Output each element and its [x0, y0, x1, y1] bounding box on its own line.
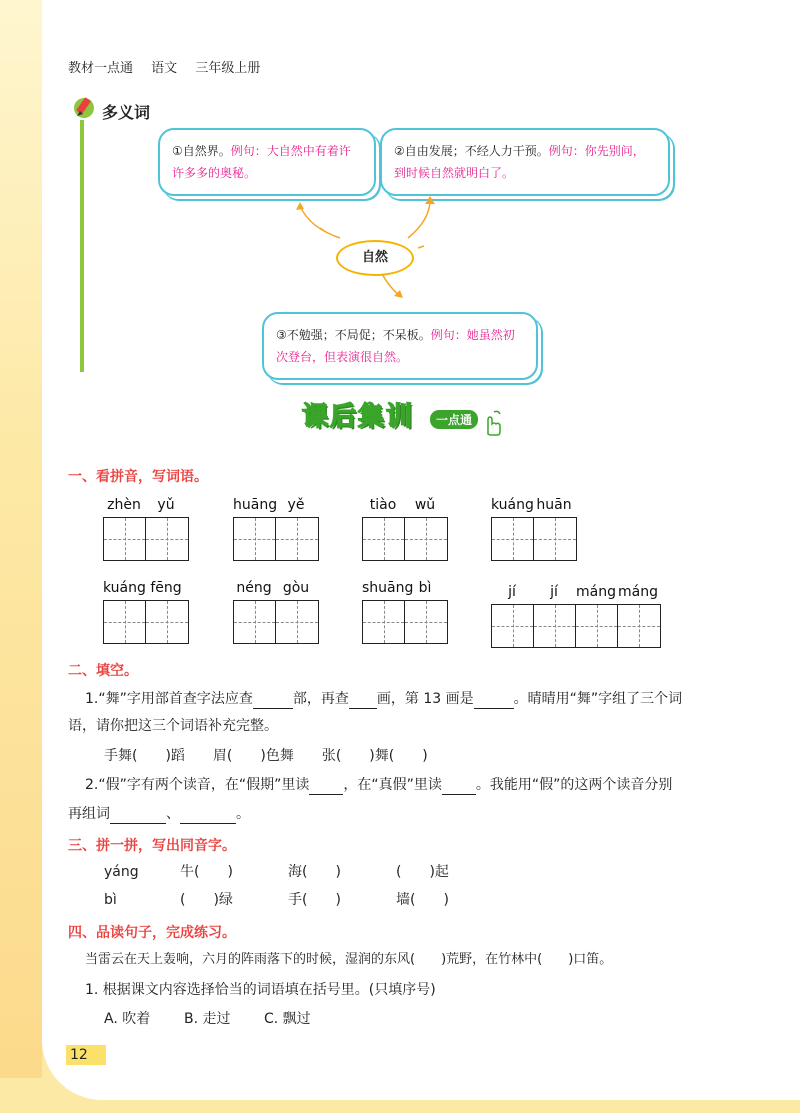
q4-passage: 当雷云在天上轰响，六月的阵雨落下的时候，湿润的东风( )荒野，在竹林中( )口笛。 — [85, 952, 613, 967]
text: ，在“真假”里读 — [343, 777, 442, 793]
section-divider-line — [80, 120, 84, 372]
fill-item: 海( ) — [288, 864, 341, 880]
pinyin: yáng — [104, 864, 139, 880]
page-edge-band — [0, 0, 42, 1113]
character-grid[interactable] — [103, 517, 189, 561]
fill-item: 墙( ) — [396, 892, 449, 908]
example-text: 你先别问，到时候自然就明白了。 — [394, 144, 645, 180]
pinyin: yě — [287, 497, 305, 513]
pinyin: yǔ — [157, 497, 175, 513]
q2-item-2-line-2 — [68, 804, 250, 824]
option-c: C. 飘过 — [264, 1011, 311, 1027]
q2-item-1-line-2: 语，请你把这三个词语补充完整。 — [68, 718, 278, 734]
q2-item-1-words: 手舞( )蹈 眉( )色舞 张( )舞( ) — [104, 748, 428, 764]
pinyin: néng — [236, 580, 272, 596]
pinyin: bì — [104, 892, 117, 908]
answer-blank[interactable] — [180, 807, 236, 824]
answer-blank[interactable] — [253, 692, 293, 709]
fill-item: ( )绿 — [180, 892, 233, 908]
example-label: 例句： — [430, 328, 467, 342]
question-4-heading: 四、品读句子，完成练习。 — [68, 925, 236, 941]
text: 部，再查 — [292, 691, 349, 707]
question-1-heading: 一、看拼音，写词语。 — [68, 469, 208, 485]
pinyin: shuāng — [362, 580, 414, 596]
fill-item: 手( ) — [288, 892, 341, 908]
meaning-label: ②自由发展；不经人力干预。 — [394, 144, 549, 158]
pinyin: máng — [618, 584, 658, 600]
pinyin: kuáng — [103, 580, 146, 596]
subject-name: 语文 — [151, 61, 178, 76]
pinyin: bì — [418, 580, 432, 596]
text: 。我能用“假”的这两个读音分别 — [475, 777, 673, 793]
example-text: 大自然中有着许许多多的奥秘。 — [172, 144, 351, 180]
character-grid[interactable] — [491, 517, 577, 561]
pinyin: jí — [550, 584, 558, 600]
q4-options — [104, 1009, 344, 1029]
page-header — [68, 57, 274, 76]
meaning-card-3 — [262, 312, 538, 380]
text: 2.“假”字有两个读音，在“假期”里读 — [85, 777, 310, 793]
text: 。 — [236, 806, 250, 822]
grade-name: 三年级上册 — [195, 61, 261, 76]
meaning-label: ①自然界。 — [172, 144, 231, 158]
q2-item-1-line-1 — [85, 689, 682, 709]
option-a: A. 吹着 — [104, 1011, 151, 1027]
pointing-hand-icon — [480, 408, 504, 436]
book-name: 教材一点通 — [68, 61, 134, 76]
answer-blank[interactable] — [442, 778, 476, 795]
q4-question-1: 1. 根据课文内容选择恰当的词语填在括号里。(只填序号) — [85, 982, 436, 998]
answer-blank[interactable] — [309, 778, 343, 795]
pinyin: huāng — [233, 497, 278, 513]
fill-item: 牛( ) — [180, 864, 233, 880]
section-title: 多义词 — [102, 103, 151, 122]
option-b: B. 走过 — [184, 1011, 231, 1027]
meaning-label: ③不勉强；不局促；不呆板。 — [276, 328, 431, 342]
question-2-heading: 二、填空。 — [68, 663, 138, 679]
pinyin: kuáng — [491, 497, 534, 513]
question-3-heading: 三、拼一拼，写出同音字。 — [68, 838, 236, 854]
text: 、 — [166, 806, 180, 822]
practice-banner — [302, 396, 502, 440]
text: 。晴晴用“舞”字组了三个词 — [513, 691, 683, 707]
example-text: 她虽然初次登台，但表演很自然。 — [276, 328, 515, 364]
q3-row-1 — [104, 862, 504, 882]
answer-blank[interactable] — [349, 692, 377, 709]
pencil-icon — [72, 94, 98, 120]
pinyin: huān — [536, 497, 572, 513]
answer-blank[interactable] — [474, 692, 514, 709]
banner-tag: 一点通 — [430, 410, 478, 429]
pinyin: máng — [576, 584, 616, 600]
answer-blank[interactable] — [110, 807, 166, 824]
text: 再组词 — [68, 806, 110, 822]
q2-item-2-line-1 — [85, 775, 672, 795]
pinyin: fēng — [150, 580, 182, 596]
example-label: 例句： — [230, 144, 267, 158]
banner-title: 课后集训 — [302, 402, 415, 432]
page-corner — [42, 1040, 800, 1090]
q3-row-2 — [104, 890, 504, 910]
character-grid[interactable] — [491, 604, 661, 648]
character-grid[interactable] — [103, 600, 189, 644]
center-word: 自然 — [336, 240, 414, 276]
pinyin: jí — [508, 584, 516, 600]
pinyin: tiào — [369, 497, 397, 513]
character-grid[interactable] — [233, 517, 319, 561]
text: 1.“舞”字用部首查字法应查 — [85, 691, 253, 707]
pinyin: zhèn — [107, 497, 141, 513]
character-grid[interactable] — [233, 600, 319, 644]
page-number: 12 — [66, 1045, 106, 1065]
pinyin: wǔ — [414, 497, 436, 513]
meaning-card-1 — [158, 128, 376, 196]
meaning-card-2 — [380, 128, 670, 196]
pinyin: gòu — [282, 580, 310, 596]
character-grid[interactable] — [362, 600, 448, 644]
character-grid[interactable] — [362, 517, 448, 561]
fill-item: ( )起 — [396, 864, 449, 880]
text: 画，第 13 画是 — [376, 691, 474, 707]
example-label: 例句： — [548, 144, 585, 158]
